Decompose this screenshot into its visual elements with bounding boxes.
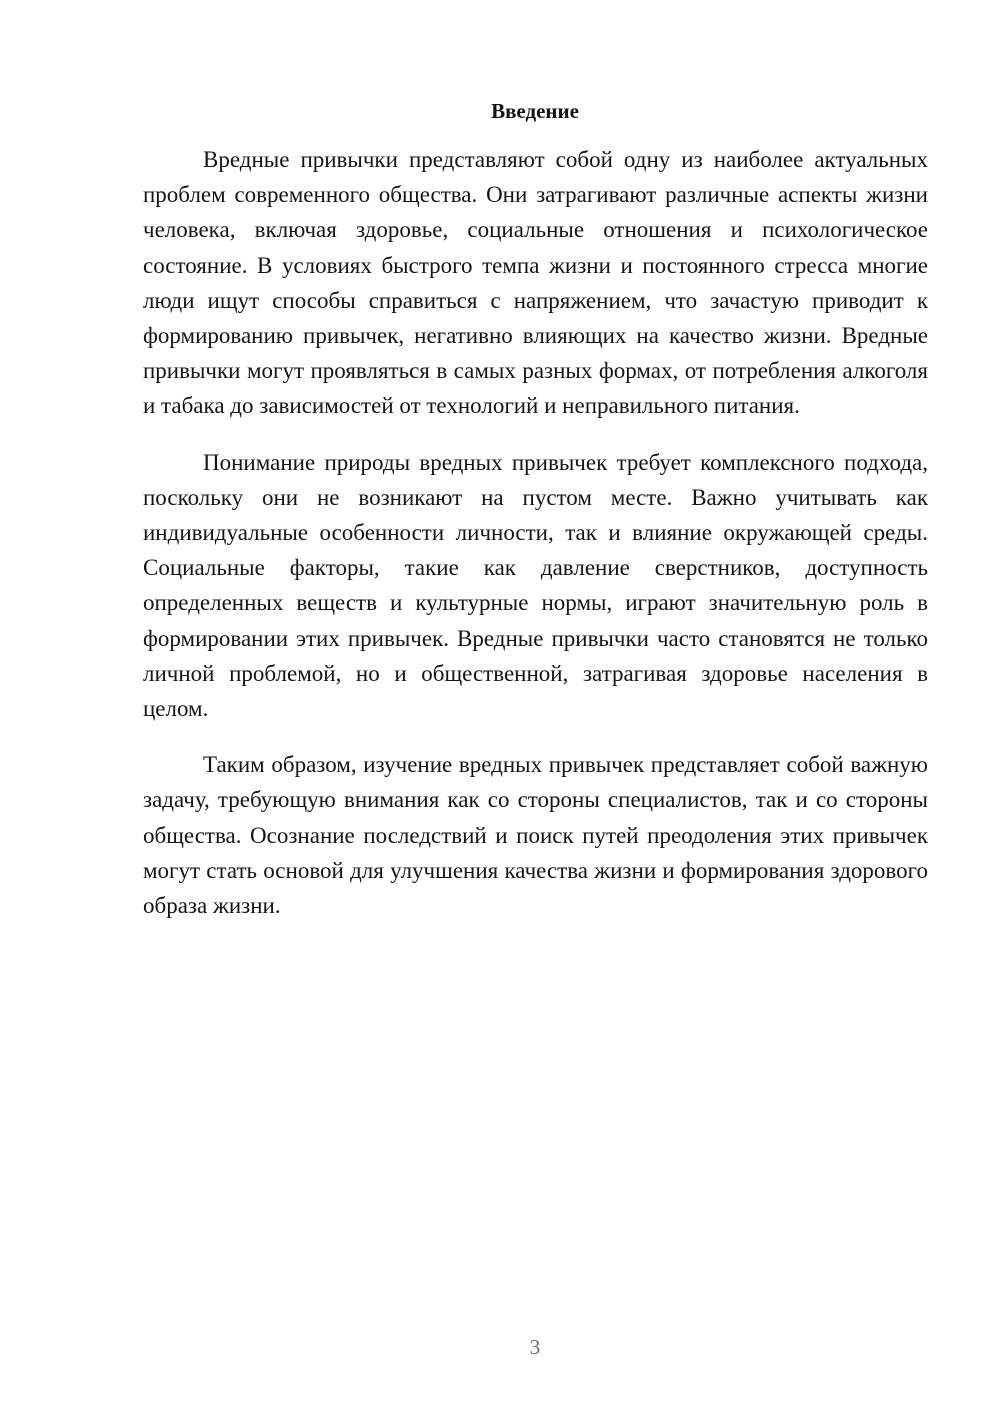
- section-title: Введение: [491, 99, 579, 123]
- page-number: 3: [529, 1335, 541, 1359]
- paragraph-2: Понимание природы вредных привычек требует комплексного подхода, поскольку они не возникают на пустом месте. Важно учитывать как индивидуальные особенности личности, так и влияние окружающей среды. Социальные факторы, такие как давление сверстников, доступность определенных веществ и культурные нормы, играют значительную роль в формировании этих привычек. Вредные привычки часто становятся не только личной проблемой, но и общественной, затрагивая здоровье населения в целом.: [143, 449, 928, 722]
- paragraph-3: Таким образом, изучение вредных привычек представляет собой важную задачу, требующую внимания как со стороны специалистов, так и со стороны общества. Осознание последствий и поиск путей преодоления этих привычек могут стать основой для улучшения качества жизни и формирования здорового образа жизни.: [143, 752, 928, 919]
- paragraph-1: Вредные привычки представляют собой одну из наиболее актуальных проблем современного общества. Они затрагивают различные аспекты жизни человека, включая здоровье, социальные отношения и психологическое состояние. В условиях быстрого темпа жизни и постоянного стресса многие люди ищут способы справиться с напряжением, что зачастую приводит к формированию привычек, негативно влияющих на качество жизни. Вредные привычки могут проявляться в самых разных формах, от потребления алкоголя и табака до зависимостей от технологий и неправильного питания.: [143, 147, 928, 419]
- document-body: [143, 142, 928, 944]
